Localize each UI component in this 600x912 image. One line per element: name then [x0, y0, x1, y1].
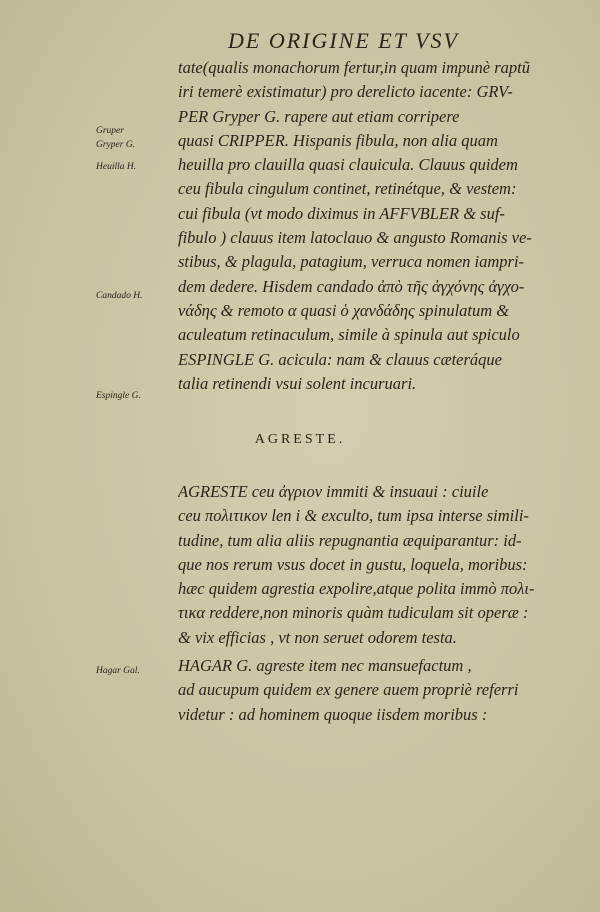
text-line: ad aucupum quidem ex genere auem propriè referri — [178, 680, 519, 700]
text-line: fibulo ) clauus item latoclauo & angusto Romanis ve- — [178, 228, 532, 248]
text-line: τικα reddere,non minoris quàm tudiculam sit operæ : — [178, 603, 529, 623]
text-line: que nos rerum vsus docet in gustu, loquela, moribus: — [178, 554, 528, 574]
text-line: ceu fibula cingulum continet, retinétque, & vestem: — [178, 179, 517, 199]
paragraph-3 — [178, 654, 578, 727]
text-line: stibus, & plagula, patagium, verruca nomen iampri- — [178, 252, 525, 272]
text-line: tate(qualis monachorum fertur,in quam impunè raptũ — [178, 58, 530, 77]
text-line: HAGAR G. agreste item nec mansuefactum , — [178, 656, 472, 675]
text-line: νάδης & remoto α quasi ὁ χανδάδης spinulatum & — [178, 300, 510, 320]
text-line: videtur : ad hominem quoque iisdem moribus : — [178, 704, 488, 724]
text-line: heuilla pro clauilla quasi clauicula. Clauus quidem — [178, 155, 518, 175]
text-line: iri temerè existimatur) pro derelicto iacente: GRV- — [178, 82, 513, 102]
section-heading: AGRESTE. — [254, 432, 346, 447]
margin-note-candado: Candado H. — [96, 291, 143, 301]
text-line: PER Gryper G. rapere aut etiam corripere — [178, 106, 460, 126]
text-line: tudine, tum alia aliis repugnantia æquiparantur: id- — [178, 530, 522, 550]
paragraph-2 — [178, 480, 578, 650]
running-head: DE ORIGINE ET VSV — [228, 28, 459, 53]
margin-note-gruper: Gruper — [96, 126, 124, 136]
text-line: AGRESTE ceu ἀγριον immiti & insuaui : ciuile — [178, 482, 489, 501]
text-line: quasi CRIPPER. Hispanis fibula, non alia quam — [178, 130, 498, 150]
margin-note-espingle: Espingle G. — [96, 391, 141, 401]
text-line: hæc quidem agrestia expolire,atque polita immò πολι- — [178, 579, 535, 599]
margin-note-hagar: Hagar Gal. — [96, 666, 140, 676]
margin-note-gryper: Gryper G. — [96, 140, 136, 150]
text-line: ESPINGLE G. acicula: nam & clauus cæteráque — [178, 349, 502, 369]
text-line: aculeatum retinaculum, simile à spinula aut spiculo — [178, 325, 520, 345]
paragraph-1 — [178, 56, 576, 396]
text-line: cui fibula (vt modo diximus in AFFVBLER & suf- — [178, 203, 505, 223]
margin-note-heuilla: Heuilla H. — [96, 162, 137, 172]
text-line: & vix efficias , vt non seruet odorem testa. — [178, 627, 457, 647]
text-line: dem dedere. Hisdem candado ἀπὸ τῆς ἀγχόνης ἀγχο- — [178, 276, 525, 296]
text-line: ceu πολιτικον len i & exculto, tum ipsa interse simili- — [178, 506, 529, 526]
text-line: talia retinendi vsui solent incuruari. — [178, 373, 417, 393]
